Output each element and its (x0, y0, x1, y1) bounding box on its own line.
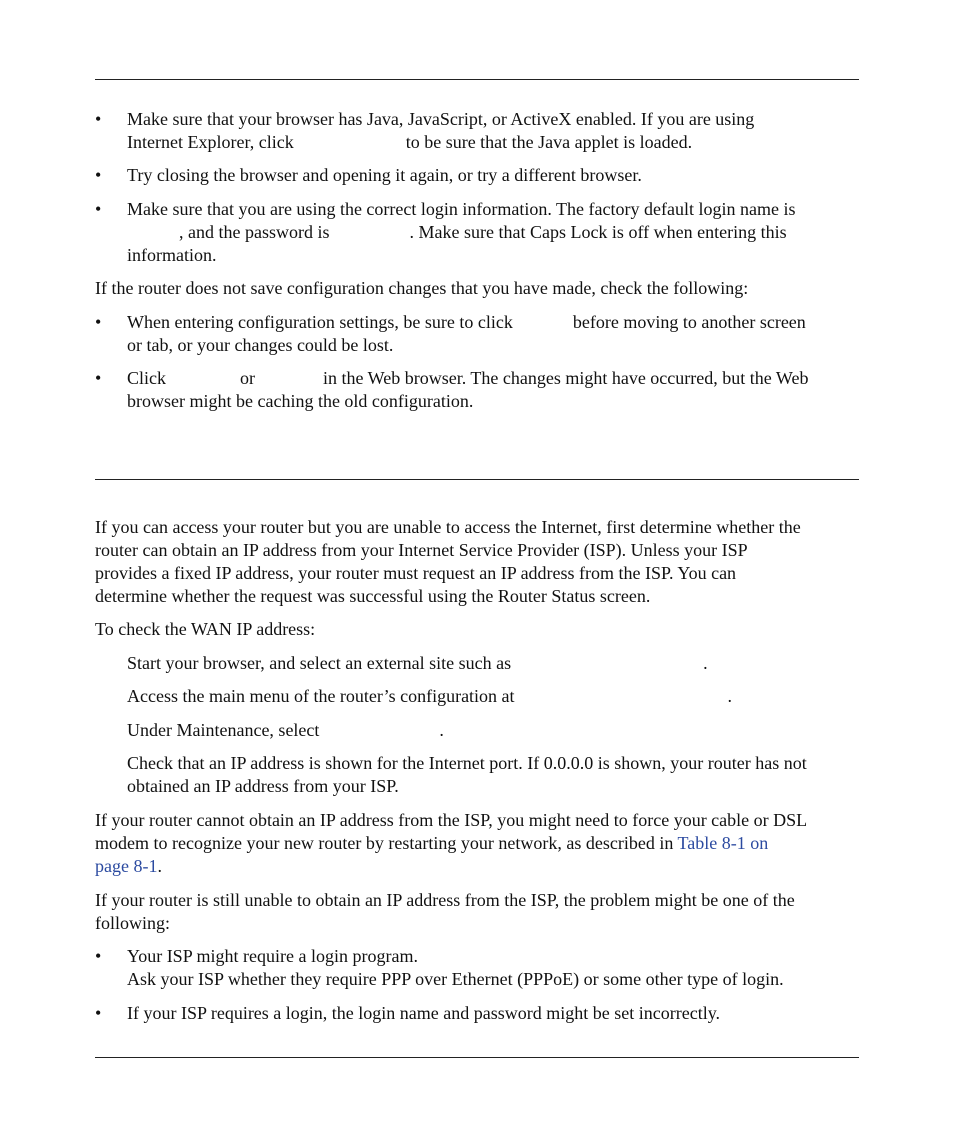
bullet-marker: • (95, 946, 102, 966)
step-4: Check that an IP address is shown for the Internet port. If 0.0.0.0 is shown, your router has not obtained an IP address from your ISP. (127, 753, 807, 796)
bullet-login: Make sure that you are using the correct login information. The factory default login name is , and the password is . Make sure that Caps Lock is off when entering this information. (127, 199, 796, 265)
header-rule (95, 79, 859, 80)
paragraph-check-wan: To check the WAN IP address: (95, 619, 316, 639)
bullet-login-incorrect: If your ISP requires a login, the login name and password might be set incorrectly. (127, 1003, 721, 1023)
paragraph-save-intro: If the router does not save configuration changes that you have made, check the following: (95, 278, 749, 298)
bullet-refresh: Click or in the Web browser. The changes might have occurred, but the Web browser might be caching the old configuration. (127, 368, 809, 411)
bullet-marker: • (95, 199, 102, 219)
step-3: Under Maintenance, select . (127, 720, 444, 740)
bullet-marker: • (95, 165, 102, 185)
paragraph-still-unable: If your router is still unable to obtain an IP address from the ISP, the problem might be one of the following: (95, 890, 795, 933)
step-1: Start your browser, and select an external site such as . (127, 653, 708, 673)
section-rule (95, 479, 859, 480)
bullet-browser: Try closing the browser and opening it again, or try a different browser. (127, 165, 642, 185)
footer-rule (95, 1057, 859, 1058)
bullet-marker: • (95, 109, 102, 129)
cross-reference-link[interactable]: Table 8-1 on (677, 833, 769, 853)
bullet-apply: When entering configuration settings, be sure to click before moving to another screen or tab, or your changes could be lost. (127, 312, 806, 355)
bullet-java: Make sure that your browser has Java, JavaScript, or ActiveX enabled. If you are using Internet Explorer, click to be sure that the Java applet is loaded. (127, 109, 755, 152)
bullet-marker: • (95, 368, 102, 388)
bullet-marker: • (95, 1003, 102, 1023)
paragraph-force-restart: If your router cannot obtain an IP address from the ISP, you might need to force your cable or DSL modem to recognize your new router by restarting your network, as described in Table 8-1 on page 8-1. (95, 810, 808, 876)
step-2: Access the main menu of the router’s configuration at . (127, 686, 733, 706)
cross-reference-link-continued[interactable]: page 8-1 (95, 856, 158, 876)
bullet-marker: • (95, 312, 102, 332)
paragraph-internet-access: If you can access your router but you are unable to access the Internet, first determine whether the router can obtain an IP address from your Internet Service Provider (ISP). Unless your ISP provides a fixed IP address, your router must request an IP address from the ISP. You can determine whether the request was successful using the Router Status screen. (95, 517, 801, 606)
bullet-login-program: Your ISP might require a login program. Ask your ISP whether they require PPP over Ethernet (PPPoE) or some other type of login. (127, 946, 784, 989)
